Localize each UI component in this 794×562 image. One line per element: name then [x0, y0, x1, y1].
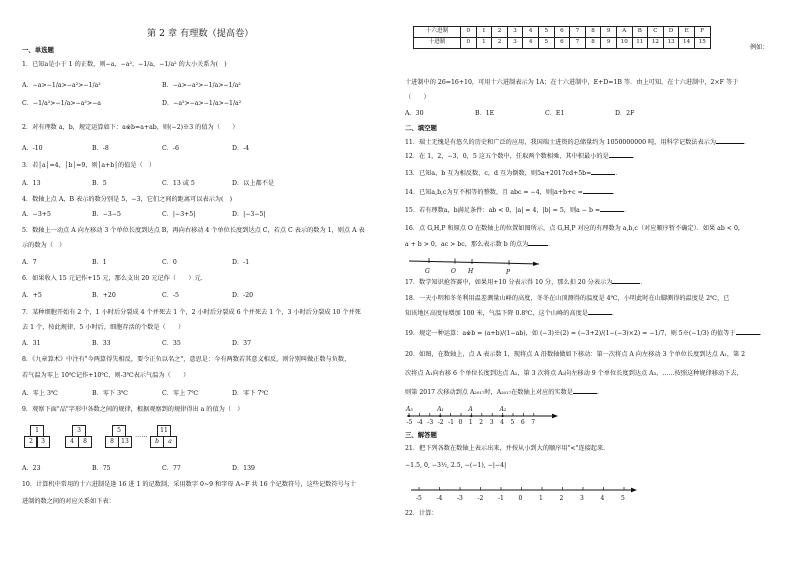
q15-stem: 15．若有理数a，b满足条件：ab < 0，|a| = 4，|b| = 5，则a − b = [405, 207, 601, 214]
q19-stem: 19．规定一种运算：a※b = (a+b)/(1−ab)，如 (−3)※(2) = (−3+2)/(1−(−3)×2) = −1/7，则 5※(−1/3) 的值等于 [405, 330, 736, 337]
q21-arrow [631, 488, 637, 493]
q2-stem: 2．对有理数 a，b，规定运算如下：a※b=a+ab，则(−2)※3 的值为（ ） [22, 124, 239, 131]
q21-line-1: 21．把下列各数在数轴上表示出来，并按从小到大的顺序用"<"连接起来． [405, 445, 610, 452]
q10-option-a: A．30 [405, 110, 424, 117]
q11-stem: 11．瑞士无愧是有悠久的历史和广泛的应用，我国瑞士进资的总储量约为 1050000000 吨，用科学记数法表示为 [405, 139, 717, 146]
q17-text: 17．数学知识抢答赛中，如果用+10 分表示得 10 分，那么扣 20 分表示为 ． [405, 279, 647, 286]
q16-arrow [533, 262, 539, 266]
decimal-cell: 7 [570, 38, 586, 49]
q16-label-g: G [425, 268, 430, 275]
q7-line-2: 去 1 个，按此规律，5 小时后，细胞存活的个数是（ ） [22, 324, 185, 331]
hex-cell: F [694, 27, 710, 38]
hex-cell: 7 [570, 27, 586, 38]
q5-line-2: 示的数为（ ） [22, 242, 66, 249]
q8-option-d: D．零下 7℃ [232, 390, 269, 397]
q12-text: 12．在 1，2，−3，0，5 这五个数中，任取两个数相乘，其中积最小的是 ． [405, 153, 639, 160]
q20-tick-label: -3 [427, 419, 434, 426]
q3-option-c: C．13 或 5 [162, 180, 195, 187]
q9-f4-top: 11 [157, 425, 171, 437]
q11-text: 11．瑞士无愧是有悠久的历史和广泛的应用，我国瑞士进资的总储量约为 1050000000 吨，用科学记数法表示为 ． [405, 139, 751, 146]
q5-option-a: A．7 [22, 259, 37, 266]
q18-stem: 知该地区高度每增加 100 米，气温下降 0.8℃，这个山峰的高度是 [405, 310, 588, 317]
q16-number-line [405, 255, 545, 277]
q2-option-d: D．-4 [232, 145, 250, 152]
q13-stem: 13．已知a，b 互为相反数，c，d 互为倒数，则5a+2017cd+5b= [405, 170, 592, 177]
decimal-cell: 13 [663, 38, 679, 49]
q4-option-d: D．|−3−5| [232, 211, 266, 218]
decimal-row-header: 十进制 [414, 38, 461, 49]
q20-tick-label: -5 [406, 419, 413, 426]
q9-ellipsis: …… [135, 432, 148, 439]
q5-option-d: D．-1 [232, 259, 250, 266]
hex-cell: 3 [507, 27, 523, 38]
q20-point-label: A₂ [499, 406, 507, 413]
hex-cell: 1 [476, 27, 492, 38]
q15-text: 15．若有理数a，b满足条件：ab < 0，|a| = 4，|b| = 5，则a − b = ． [405, 207, 631, 214]
q21-tick-label: -1 [498, 495, 504, 502]
section-single-choice: 一、单选题 [22, 46, 54, 54]
q9-option-b: B．75 [92, 465, 111, 472]
q9-f2-left: 4 [65, 436, 79, 448]
q21-tick-label: 4 [600, 495, 605, 502]
q9-f4-left: b [150, 436, 164, 448]
q20-number-line [405, 403, 565, 433]
q17-blank [612, 283, 640, 284]
q20-tick-label: 5 [510, 419, 515, 426]
q20-point [502, 415, 504, 417]
hex-cell: C [648, 27, 664, 38]
q16-label-p: P [506, 269, 511, 276]
q6-stem: 6．如果收入 15 元记作+15 元，那么支出 20 元记作（ ）元． [22, 275, 207, 282]
q9-f1-right: 3 [36, 436, 50, 448]
q8-line-2: 若气温为零上 10℃记作+10℃，则-3℃表示气温为（ ） [22, 372, 190, 379]
q10-option-c: C．E1 [545, 110, 565, 117]
hex-conversion-table [413, 26, 711, 49]
q14-blank [583, 193, 613, 194]
right-column [405, 0, 777, 562]
q1-stem: 1．已知a是小于 1 的正数，则−a，−a²，−1/a，−1/a² 的大小关系为( ) [22, 61, 227, 68]
decimal-row [414, 38, 711, 49]
q20-blank [573, 393, 597, 394]
q21-tick-label: -3 [457, 495, 463, 502]
hex-cell: E [679, 27, 695, 38]
q7-option-b: B．33 [92, 340, 111, 347]
q20-tick-label: -4 [416, 419, 423, 426]
decimal-cell: 1 [476, 38, 492, 49]
q3-option-a: A．13 [22, 180, 41, 187]
q6-option-d: D．-20 [232, 292, 254, 299]
q20-tick-label: 0 [458, 419, 463, 426]
q20-line-2: 次将点 A₁向右移 6 个单位长度到达点 A₂，第 3 次将点 A₂向左移动 9 个单位长度到达点 A₃，……按照这种规律移动下去， [405, 370, 743, 377]
q21-tick-label: -5 [416, 495, 422, 502]
q9-f2-top: 3 [72, 425, 86, 437]
q1-option-b: B．−a>−a²>−1/a>−1/a² [162, 82, 241, 89]
page-title: 第 2 章 有理数（提高卷） [147, 28, 254, 39]
q10-line-2: 进制的数之间的对应关系如下表： [22, 498, 115, 505]
q21-tick-label: -4 [436, 495, 443, 502]
q7-option-c: C．35 [162, 340, 181, 347]
decimal-cell: 8 [585, 38, 601, 49]
q20-point [470, 415, 472, 417]
section-answer: 三、解答题 [405, 431, 437, 439]
decimal-cell: 4 [523, 38, 539, 49]
q21-number-line [405, 482, 655, 508]
q20-tick-label: 4 [500, 419, 504, 426]
q16-label-h: H [468, 268, 474, 275]
q20-point-label: A₃ [406, 406, 413, 413]
q10-line-1: 10．计算机中常用的十六进制是逢 16 进 1 的记数制，采用数字 0~9 和字母 A~F 共 16 个记数符号，这些记数符号与十 [22, 481, 357, 488]
hex-cell: 4 [523, 27, 539, 38]
q18-line-1: 18．一天小明和冬冬利用温差测量山峰的高度，冬冬在山顶测得的温度是 4℃，小明此时在山脚测得的温度是 2℃，已 [405, 295, 730, 302]
q19-text: 19．规定一种运算：a※b = (a+b)/(1−ab)，如 (−3)※(2) = (−3+2)/(1−(−3)×2) = −1/7，则 5※(−1/3) 的值等于 ． [405, 330, 766, 337]
q2-option-a: A．-10 [22, 145, 43, 152]
q9-f4-right: a [163, 436, 177, 448]
q10-line-3: 十进制中的 26=16+10，可用十六进制表示为 1A；在十六进制中，E+D=1B 等．由上可知，在十六进制中，2×F 等于 [405, 79, 739, 86]
q20-tick-label: -1 [448, 419, 454, 426]
q12-blank [609, 157, 633, 158]
q20-point-label: A₁ [437, 406, 444, 413]
q21-tick-label: 5 [621, 495, 625, 502]
q21-tick-label: -2 [477, 495, 484, 502]
hex-row-header: 十六进制 [414, 27, 461, 38]
q8-line-1: 8．《九章算术》中注有"今两算得失相反，要令正负以名之"，意思是：今有两数若其意义相反，则分别叫做正数与负数， [22, 356, 351, 363]
q13-blank [591, 174, 615, 175]
q20-tick-label: 2 [479, 419, 484, 426]
hex-cell: 0 [461, 27, 477, 38]
q15-blank [600, 211, 624, 212]
hex-cell: 5 [538, 27, 554, 38]
q7-option-a: A．31 [22, 340, 41, 347]
hex-cell: A [616, 27, 632, 38]
q20-point [408, 415, 410, 417]
decimal-cell: 15 [694, 38, 710, 49]
q20-arrow [552, 414, 558, 419]
hex-cell: 2 [492, 27, 508, 38]
decimal-cell: 14 [679, 38, 695, 49]
hex-row [414, 27, 711, 38]
q10-option-b: B．1E [475, 110, 495, 117]
section-fill-blank: 二、填空题 [405, 124, 437, 132]
hex-cell: 9 [601, 27, 617, 38]
decimal-cell: 12 [648, 38, 664, 49]
q20-point [439, 415, 441, 417]
decimal-cell: 10 [616, 38, 632, 49]
q7-option-d: D．37 [232, 340, 252, 347]
q13-text: 13．已知a，b 互为相反数，c，d 互为倒数，则5a+2017cd+5b= ． [405, 170, 622, 177]
q8-option-a: A．零上 3℃ [22, 390, 58, 397]
q16-line-2: a + b > 0，ac > bc，那么表示数 b 的点为 ． [405, 241, 555, 248]
q16-label-o: O [451, 268, 456, 275]
q21-tick-label: 2 [559, 495, 564, 502]
q5-line-1: 5．数轴上一动点 A 向左移动 3 个单位长度到达点 B，再向右移动 4 个单位长度到达点 C，若点 C 表示的数为 1，则点 A 表 [22, 227, 365, 234]
q18-line-2: 知该地区高度每增加 100 米，气温下降 0.8℃，这个山峰的高度是 ． [405, 310, 619, 317]
decimal-cell: 9 [601, 38, 617, 49]
q9-option-a: A．23 [22, 465, 41, 472]
q4-stem: 4．数轴上点 A，B 表示的数分别是 5，−3，它们之间的距离可以表示为( ) [22, 196, 232, 203]
q20-line-3: 则第 2017 次移动到点 A₂₀₁₇时，A₂₀₁₇在数轴上对应的实数是 ． [405, 389, 604, 396]
decimal-cell: 0 [461, 38, 477, 49]
q8-option-b: B．零下 3℃ [92, 390, 128, 397]
q21-numbers: −1.5, 0, −3½, 2.5, −(−1), −|−4| [405, 462, 507, 469]
q21-tick-label: 3 [580, 495, 584, 502]
q9-f1-left: 2 [24, 436, 38, 448]
q9-f1-top: 1 [30, 425, 44, 437]
q20-tick-label: 3 [489, 419, 494, 426]
q20-tick-label: 7 [531, 419, 536, 426]
q14-stem: 14．已知a,b,c为互不相等的整数，且 abc = −4，则|a+b+c = [405, 189, 583, 196]
q20-point-label: A [468, 406, 473, 413]
q7-line-1: 7．某种细胞开始有 2 个，1 小时后分裂成 4 个并死去 1 个，2 小时后分裂成 6 个并死去 1 个，3 小时后分裂成 10 个并死 [22, 309, 361, 316]
q1-option-d: D．−a²>−a>−1/a>−1/a² [162, 100, 242, 107]
q9-f3-left: 8 [105, 436, 119, 448]
q9-f3-right: 13 [118, 436, 132, 448]
q21-tick-label: 1 [539, 495, 543, 502]
decimal-cell: 3 [507, 38, 523, 49]
q20-tick-label: 1 [468, 419, 473, 426]
q1-option-c: C．−1/a²>−1/a>−a²>−a [22, 100, 101, 107]
q11-blank [716, 143, 744, 144]
q9-f2-right: 8 [78, 436, 92, 448]
decimal-cell: 11 [632, 38, 648, 49]
q20-stem: 则第 2017 次移动到点 A₂₀₁₇时，A₂₀₁₇在数轴上对应的实数是 [405, 389, 573, 396]
q3-option-b: B．5 [92, 180, 107, 187]
q6-option-a: A．+5 [22, 292, 42, 299]
left-column [22, 0, 394, 562]
q8-option-c: C．零上 7℃ [162, 390, 199, 397]
q19-blank [736, 334, 760, 335]
q10-option-d: D．2F [615, 110, 635, 117]
q16-line-1: 16．点 G,H,P 和原点 O 在数轴上的位置如图所示，点 G,H,P 对应的有理数为 a,b,c（对应顺序暂不确定）．如果 ab < 0， [405, 225, 745, 232]
q5-option-b: B．1 [92, 259, 107, 266]
q2-option-c: C．-6 [162, 145, 179, 152]
q3-option-d: D．以上都不是 [232, 180, 275, 187]
q10-example-label: 例如： [750, 44, 769, 51]
hex-cell: 8 [585, 27, 601, 38]
q3-stem: 3．若│a│=4，│b│=9，则│a+b│的值是（ ） [22, 162, 156, 169]
q4-option-c: C．|−3+5| [162, 211, 196, 218]
q20-tick-label: 6 [520, 419, 525, 426]
q20-line-1: 20．如图，在数轴上，点 A 表示数 1，现将点 A 沿数轴做如下移动：第一次将点 A 向左移动 3 个单位长度到达点 A₁，第 2 [405, 351, 746, 358]
q4-option-b: B．−3−5 [92, 211, 121, 218]
q20-tick-label: -2 [437, 419, 444, 426]
q9-stem: 9．观察下面"品"字形中各数之间的规律，根据观察到的规律得出 a 的值为（ ） [22, 406, 244, 413]
q6-option-c: C．-5 [162, 292, 179, 299]
q9-option-c: C．77 [162, 465, 181, 472]
q14-text: 14．已知a,b,c为互不相等的整数，且 abc = −4，则|a+b+c = ． [405, 189, 619, 196]
q16-stem: a + b > 0，ac > bc，那么表示数 b 的点为 [405, 241, 529, 248]
hex-cell: D [663, 27, 679, 38]
q17-stem: 17．数学知识抢答赛中，如果用+10 分表示得 10 分，那么扣 20 分表示为 [405, 279, 613, 286]
q2-option-b: B．-8 [92, 145, 109, 152]
q10-line-4: （ ） [405, 94, 430, 101]
hex-cell: B [632, 27, 648, 38]
hex-cell: 6 [554, 27, 570, 38]
q1-option-a: A．−a>−1/a>−a²>−1/a² [22, 82, 101, 89]
q12-stem: 12．在 1，2，−3，0，5 这五个数中，任取两个数相乘，其中积最小的是 [405, 153, 609, 160]
q4-option-a: A．−3+5 [22, 211, 51, 218]
q21-tick-label: 0 [518, 495, 523, 502]
q9-option-d: D．139 [232, 465, 255, 472]
decimal-cell: 2 [492, 38, 508, 49]
q16-axis [409, 261, 539, 264]
q5-option-c: C．0 [162, 259, 177, 266]
q16-blank [528, 245, 548, 246]
q18-blank [588, 314, 612, 315]
q9-f3-top: 5 [112, 425, 126, 437]
q6-option-b: B．+20 [92, 292, 116, 299]
decimal-cell: 6 [554, 38, 570, 49]
q22-stem: 22．计算： [405, 510, 438, 517]
decimal-cell: 5 [538, 38, 554, 49]
